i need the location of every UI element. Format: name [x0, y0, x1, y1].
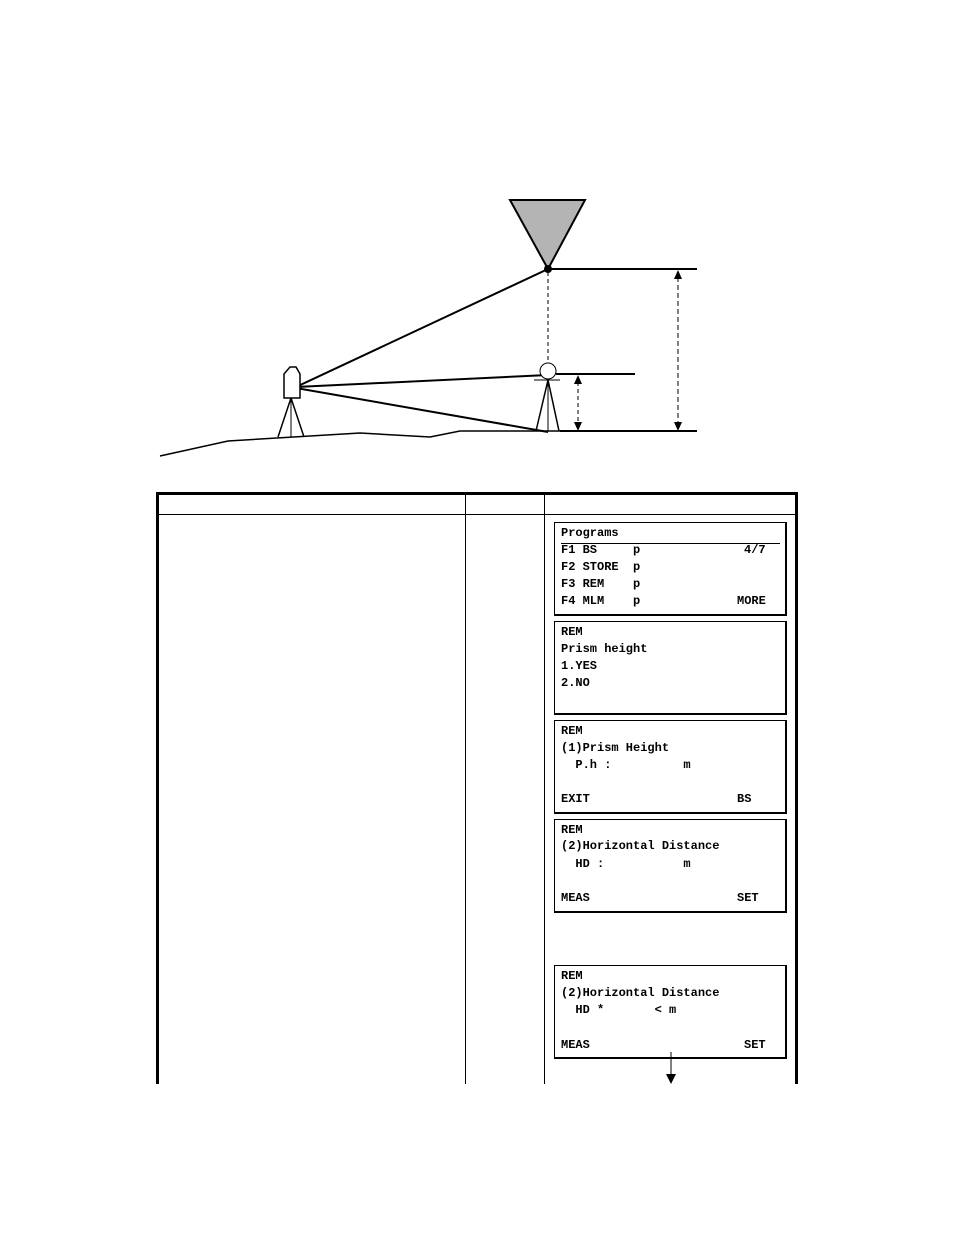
screen-title: Programs	[561, 526, 619, 540]
prompt-text: Prism height	[561, 642, 648, 656]
step-heading: (1)Prism Height	[561, 741, 670, 755]
sight-line-target	[296, 269, 548, 387]
menu-item-mlm[interactable]: F4 MLM p	[561, 594, 641, 608]
option-yes[interactable]: 1.YES	[561, 659, 598, 673]
menu-item-rem[interactable]: F3 REM p	[561, 577, 641, 591]
rem-diagram	[0, 0, 954, 480]
sight-line-ground	[296, 388, 548, 432]
hd-measuring-field: HD * < m	[561, 1003, 677, 1017]
set-softkey[interactable]: SET	[744, 1038, 766, 1052]
prism-height-arrow	[574, 375, 582, 431]
meas-softkey[interactable]: MEAS	[561, 1038, 590, 1052]
menu-item-bs[interactable]: F1 BS p	[561, 543, 641, 557]
table-header-divider	[156, 514, 798, 515]
meas-softkey[interactable]: MEAS	[561, 891, 590, 905]
rem-prism-select-screen	[554, 621, 787, 715]
option-no[interactable]: 2.NO	[561, 676, 590, 690]
menu-item-store[interactable]: F2 STORE p	[561, 560, 641, 574]
screen-title: REM	[561, 823, 583, 837]
set-softkey[interactable]: SET	[737, 891, 759, 905]
bs-softkey[interactable]: BS	[737, 792, 752, 806]
arrow-down-icon	[660, 1052, 682, 1086]
rem-hd-input-screen	[554, 819, 787, 913]
rem-hd-measuring-screen	[554, 965, 787, 1059]
table-column-divider	[544, 494, 545, 1084]
screen-title: REM	[561, 625, 583, 639]
target-triangle-icon	[510, 200, 585, 269]
rem-prism-height-screen	[554, 720, 787, 814]
prism-height-field[interactable]: P.h : m	[561, 758, 691, 772]
step-heading: (2)Horizontal Distance	[561, 839, 720, 853]
screen-title: REM	[561, 969, 583, 983]
ground-profile	[160, 431, 560, 456]
target-height-arrow	[674, 270, 682, 431]
exit-softkey[interactable]: EXIT	[561, 792, 590, 806]
total-station-icon	[278, 367, 304, 437]
more-softkey[interactable]: MORE	[737, 594, 766, 608]
step-heading: (2)Horizontal Distance	[561, 986, 720, 1000]
hd-field[interactable]: HD : m	[561, 857, 691, 871]
sight-line-prism	[296, 375, 548, 387]
programs-menu-screen	[554, 522, 787, 616]
table-column-divider	[465, 494, 466, 1084]
page-indicator: 4/7	[744, 543, 766, 557]
screen-title: REM	[561, 724, 583, 738]
prism-pole-icon	[534, 363, 560, 431]
